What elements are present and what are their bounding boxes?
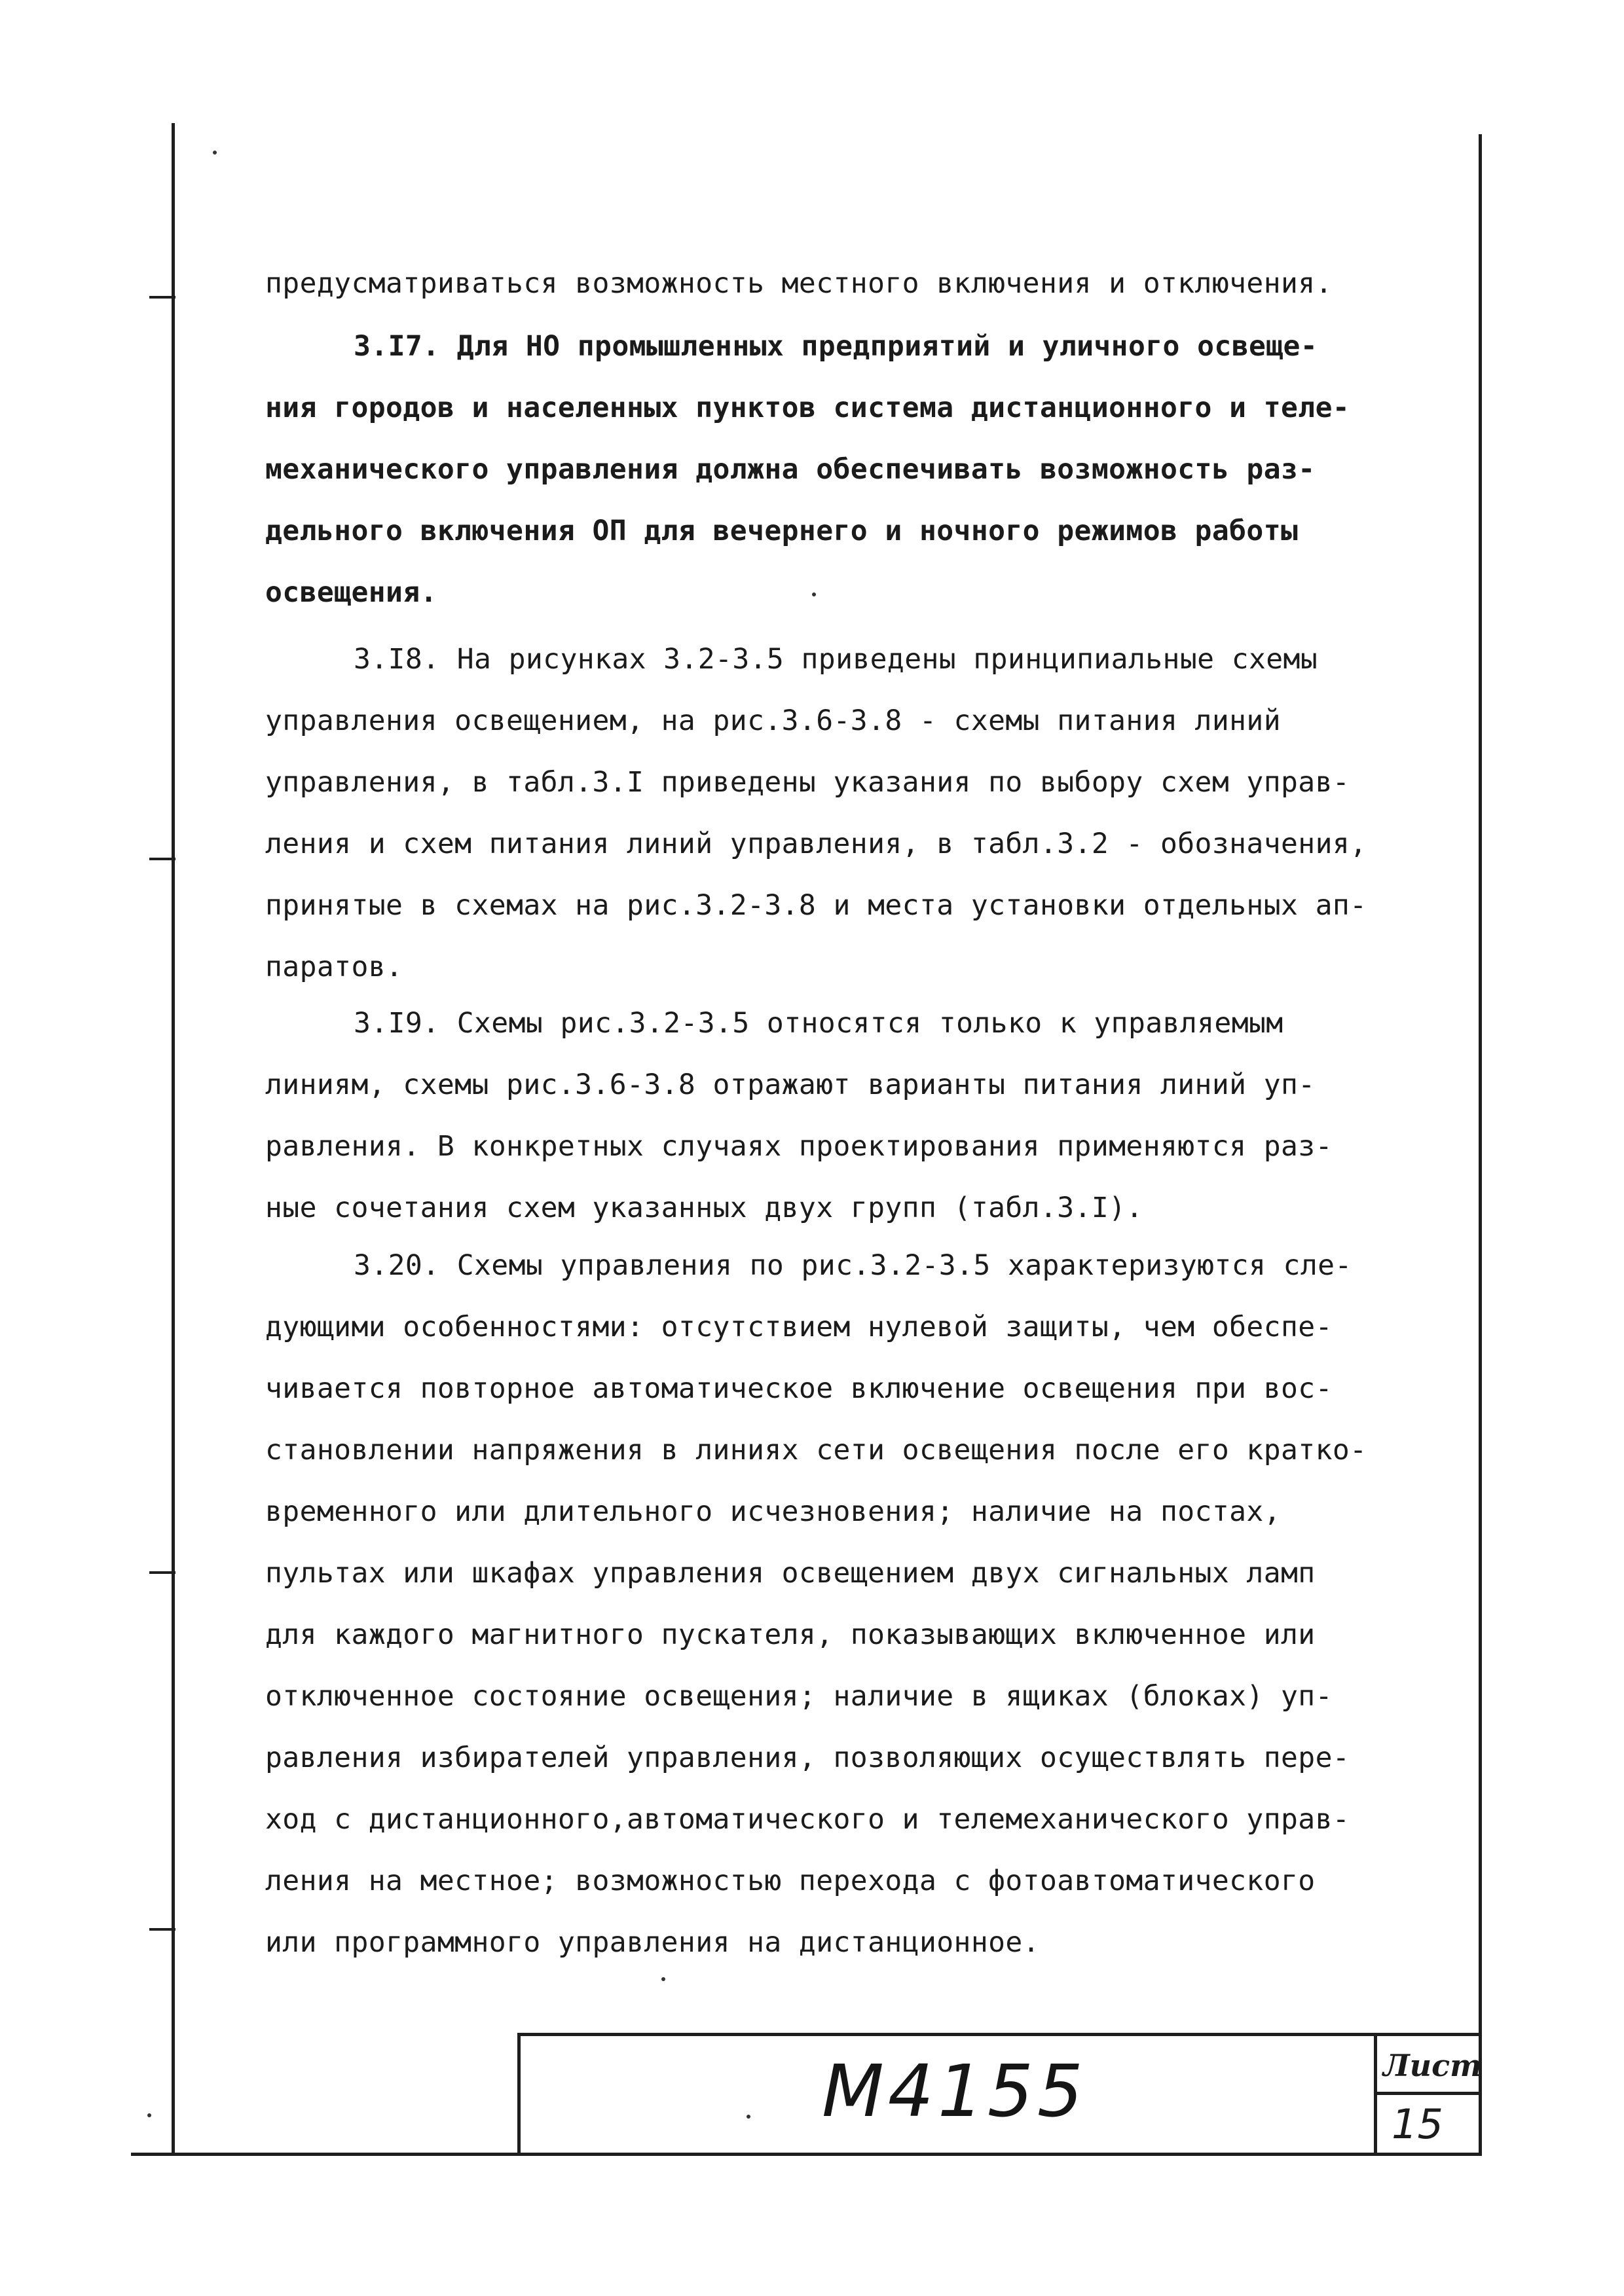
text-line: 3.I7. Для НО промышленных предприятий и уличного освеще- [354,330,1318,363]
text-line: равления избирателей управления, позволяющих осуществлять пере- [265,1741,1350,1774]
text-line: предусматриваться возможность местного включения и отключения. [265,267,1333,300]
text-line: ления на местное; возможностью перехода с фотоавтоматического [265,1865,1316,1897]
text-line: паратов. [265,951,403,983]
scan-speck [812,592,816,596]
text-line: равления. В конкретных случаях проектирования применяются раз- [265,1130,1333,1163]
title-block-sheet-divider [1374,2092,1482,2095]
text-line: пультах или шкафах управления освещением двух сигнальных ламп [265,1557,1316,1590]
scan-speck [213,151,217,155]
text-line: становлении напряжения в линиях сети освещения после его кратко- [265,1434,1367,1467]
text-line: дующими особенностями: отсутствием нулевой защиты, чем обеспе- [265,1311,1333,1343]
right-frame-line [1479,134,1482,2154]
title-block-left-line [517,2033,521,2156]
text-line: управления освещением, на рис.3.6-3.8 - схемы питания линий [265,704,1282,737]
text-line: ход с дистанционного,автоматического и телемеханического управ- [265,1803,1350,1836]
text-line: принятые в схемах на рис.3.2-3.8 и места установки отдельных ап- [265,889,1367,922]
text-line: или программного управления на дистанционное. [265,1926,1040,1959]
text-line: управления, в табл.3.I приведены указания по выбору схем управ- [265,766,1350,799]
margin-tick [149,296,175,299]
text-line: для каждого магнитного пускателя, показывающих включенное или [265,1618,1316,1651]
text-line: 3.I9. Схемы рис.3.2-3.5 относятся только к управляемым [354,1007,1283,1040]
scan-speck [661,1977,665,1981]
margin-tick [149,1928,175,1931]
text-line: отключенное состояние освещения; наличие в ящиках (блоках) уп- [265,1680,1333,1713]
text-line: 3.20. Схемы управления по рис.3.2-3.5 характеризуются сле- [354,1249,1352,1282]
text-line: механического управления должна обеспечивать возможность раз- [265,453,1316,486]
sheet-label: Лист [1383,2048,1482,2083]
text-line: временного или длительного исчезновения; наличие на постах, [265,1495,1282,1528]
title-block-top-line [517,2033,1482,2036]
sheet-number: 15 [1392,2100,1443,2148]
text-line: ния городов и населенных пунктов система дистанционного и теле- [265,392,1350,424]
text-line: дельного включения ОП для вечернего и ночного режимов работы [265,515,1299,547]
text-line: линиям, схемы рис.3.6-3.8 отражают варианты питания линий уп- [265,1068,1316,1101]
scan-speck [147,2113,151,2117]
text-line: 3.I8. На рисунках 3.2-3.5 приведены принципиальные схемы [354,643,1318,676]
text-line: ные сочетания схем указанных двух групп (табл.3.I). [265,1192,1143,1224]
text-line: освещения. [265,576,437,609]
left-frame-line [172,123,175,2153]
margin-tick [149,1571,175,1574]
margin-tick [149,858,175,860]
text-line: ления и схем питания линий управления, в табл.3.2 - обозначения, [265,828,1367,860]
scan-speck [747,2115,750,2119]
bottom-frame-line [131,2153,1482,2156]
document-code: М4155 [822,2049,1087,2133]
text-line: чивается повторное автоматическое включение освещения при вос- [265,1372,1333,1405]
